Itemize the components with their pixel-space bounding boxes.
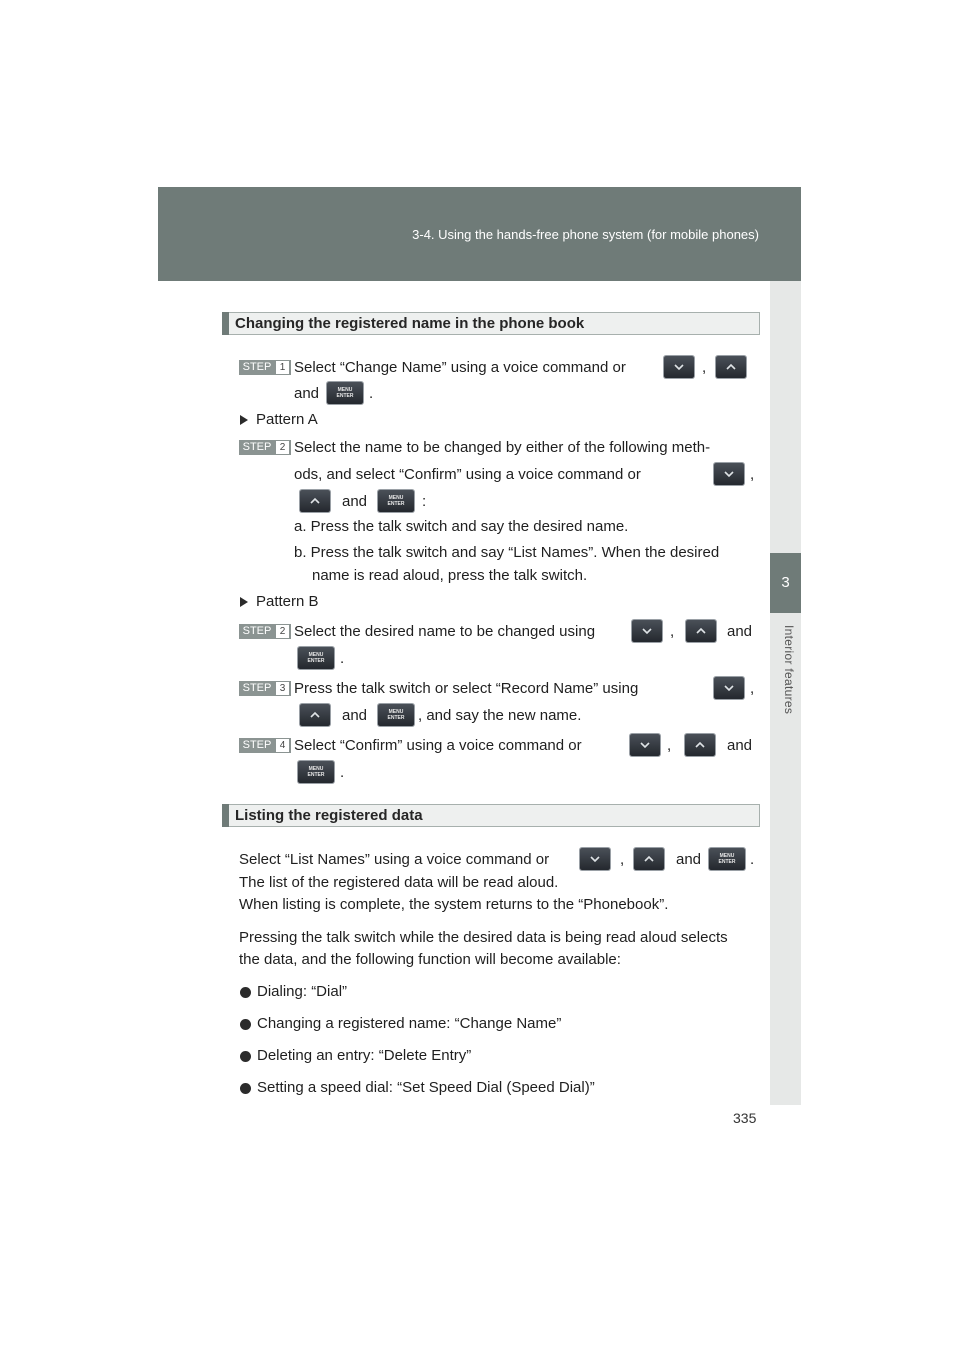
menu-enter-icon: MENU ENTER — [327, 382, 363, 404]
and-text: and — [727, 623, 753, 640]
triangle-bullet-icon — [240, 597, 248, 607]
chevron-down-icon — [632, 620, 662, 642]
step2b-text: Select the desired name to be changed using — [294, 623, 596, 640]
step-badge — [239, 738, 291, 753]
step-label: STEP — [242, 441, 272, 453]
list-item-b-line2: name is read aloud, press the talk switch. — [312, 567, 588, 584]
comma: , — [702, 359, 707, 376]
page-number: 335 — [733, 1110, 757, 1126]
pattern-b-label: Pattern B — [256, 593, 319, 610]
chevron-down-icon — [714, 677, 744, 699]
bullet-icon — [240, 1051, 251, 1062]
and-text: and — [342, 493, 368, 510]
list-item: Changing a registered name: “Change Name” — [257, 1015, 562, 1032]
bullet-icon — [240, 987, 251, 998]
chevron-up-icon — [685, 734, 715, 756]
section-header-change-name — [222, 312, 760, 335]
period: . — [340, 764, 345, 781]
and-text: and — [676, 851, 702, 868]
comma: , — [670, 623, 675, 640]
menu-enter-icon: MENU ENTER — [298, 761, 334, 783]
chevron-up-icon — [300, 490, 330, 512]
chevron-down-icon — [580, 848, 610, 870]
section-title: Listing the registered data — [235, 807, 423, 824]
and-text: and — [727, 737, 753, 754]
and-text: and — [294, 385, 320, 402]
step4-text: Select “Confirm” using a voice command or — [294, 737, 582, 754]
section-bar — [222, 312, 229, 335]
colon: : — [422, 493, 427, 510]
step3-text: Press the talk switch or select “Record Name” using — [294, 680, 639, 697]
listing-para-line2: the data, and the following function will become available: — [239, 951, 621, 968]
listing-line3: When listing is complete, the system returns to the “Phonebook”. — [239, 896, 669, 913]
bullet-icon — [240, 1019, 251, 1030]
menu-enter-icon: MENU ENTER — [298, 647, 334, 669]
list-item: Setting a speed dial: “Set Speed Dial (Speed Dial)” — [257, 1079, 595, 1096]
step-badge — [239, 360, 291, 375]
chevron-up-icon — [686, 620, 716, 642]
step-number: 2 — [276, 441, 289, 454]
triangle-bullet-icon — [240, 415, 248, 425]
step-label: STEP — [242, 739, 272, 751]
header-band — [158, 187, 801, 281]
and-text: and — [342, 707, 368, 724]
listing-line2: The list of the registered data will be read aloud. — [239, 874, 559, 891]
step-label: STEP — [242, 361, 272, 373]
list-item-a: a. Press the talk switch and say the desired name. — [294, 518, 629, 535]
step-label: STEP — [242, 682, 272, 694]
step2a-line2: ods, and select “Confirm” using a voice command or — [294, 466, 641, 483]
step-badge — [239, 681, 291, 696]
chevron-up-icon — [300, 704, 330, 726]
chevron-down-icon — [630, 734, 660, 756]
step-number: 2 — [276, 625, 289, 638]
listing-line1: Select “List Names” using a voice command or — [239, 851, 550, 868]
step-number: 3 — [276, 682, 289, 695]
comma: , — [750, 680, 755, 697]
menu-enter-icon: MENU ENTER — [378, 490, 414, 512]
step3-tail: , and say the new name. — [418, 707, 582, 724]
step1-text: Select “Change Name” using a voice command or — [294, 359, 626, 376]
chevron-up-icon — [634, 848, 664, 870]
pattern-a-label: Pattern A — [256, 411, 318, 428]
bullet-icon — [240, 1083, 251, 1094]
step-number: 1 — [276, 361, 289, 374]
section-bar — [222, 804, 229, 827]
chapter-number: 3 — [770, 553, 801, 613]
step-badge — [239, 624, 291, 639]
comma: , — [750, 466, 755, 483]
chevron-down-icon — [714, 463, 744, 485]
step-label: STEP — [242, 625, 272, 637]
chapter-label: Interior features — [782, 625, 796, 715]
list-item: Deleting an entry: “Delete Entry” — [257, 1047, 472, 1064]
step-number: 4 — [276, 739, 289, 752]
section-heading: 3-4. Using the hands-free phone system (for mobile phones) — [412, 227, 759, 242]
list-item: Dialing: “Dial” — [257, 983, 348, 1000]
chevron-up-icon — [716, 356, 746, 378]
period: . — [340, 650, 345, 667]
section-header-listing — [222, 804, 760, 827]
comma: , — [667, 737, 672, 754]
chevron-down-icon — [664, 356, 694, 378]
step-badge — [239, 440, 291, 455]
period: . — [750, 851, 755, 868]
list-item-b-line1: b. Press the talk switch and say “List Names”. When the desired — [294, 544, 720, 561]
listing-para-line1: Pressing the talk switch while the desired data is being read aloud selects — [239, 929, 728, 946]
menu-enter-icon: MENU ENTER — [378, 704, 414, 726]
section-title: Changing the registered name in the phone book — [235, 315, 585, 332]
period: . — [369, 385, 374, 402]
menu-enter-icon: MENU ENTER — [709, 848, 745, 870]
comma: , — [620, 851, 625, 868]
step2a-line1: Select the name to be changed by either of the following meth- — [294, 439, 711, 456]
